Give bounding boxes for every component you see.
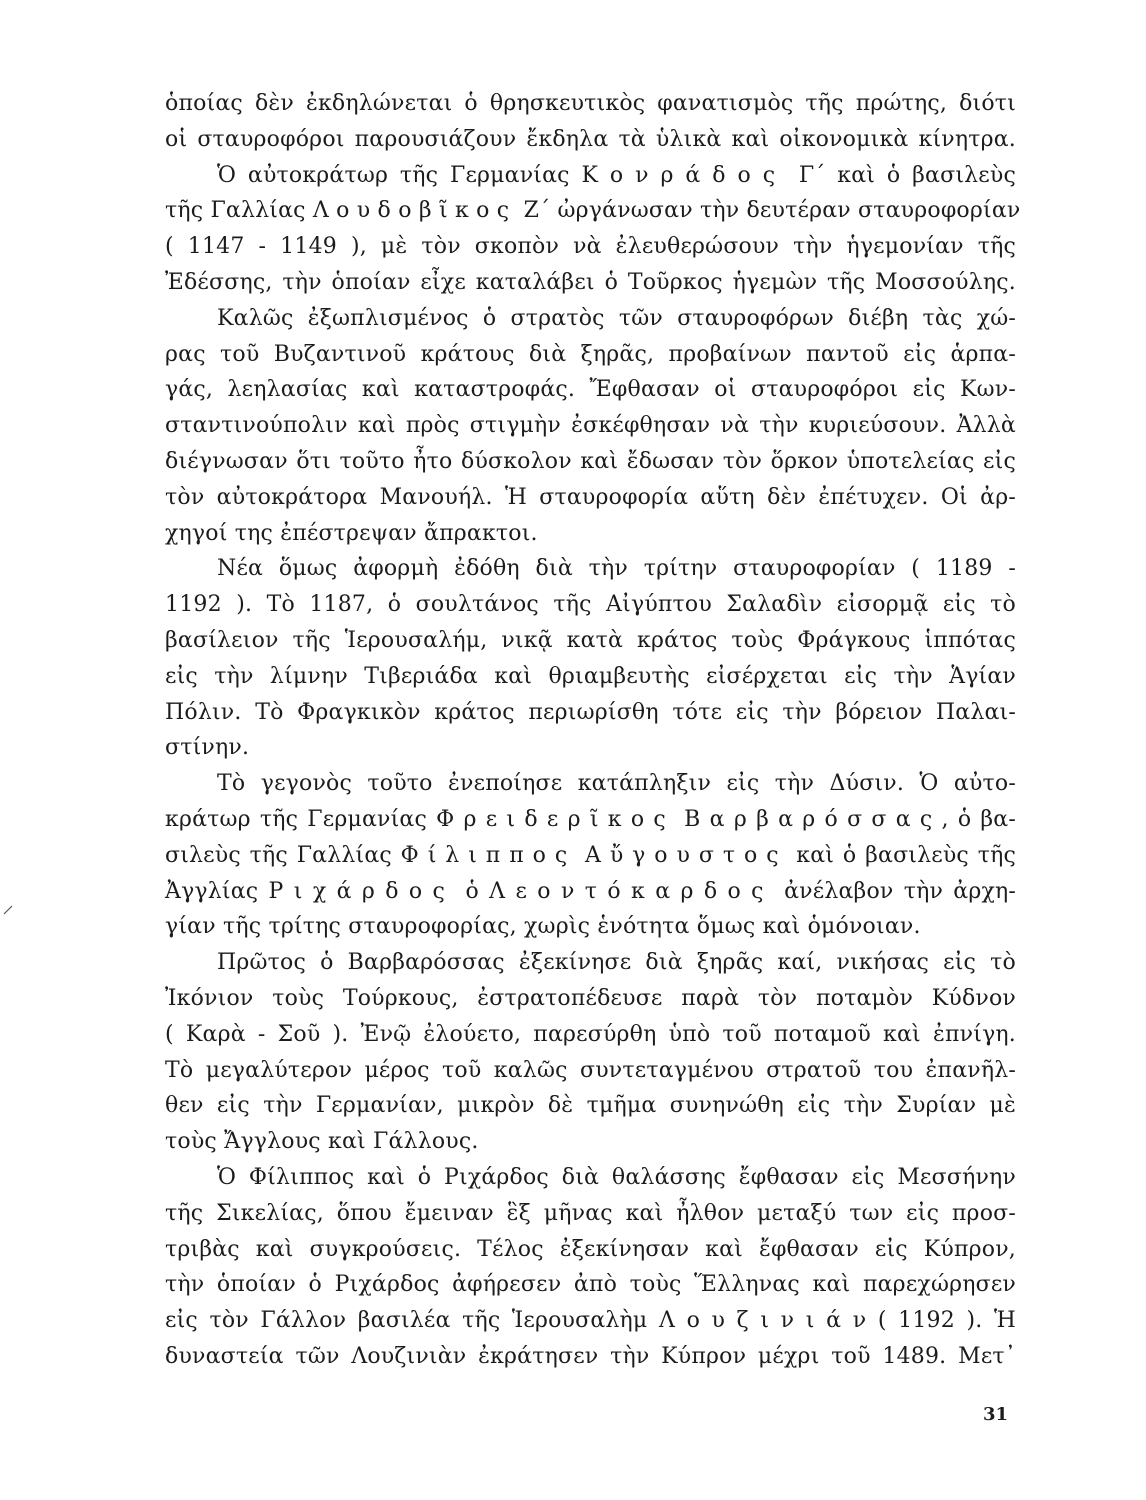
text-line-8: ρας τοῦ Βυζαντινοῦ κράτους διὰ ξηρᾶς, προβαίνων παντοῦ εἰς ἁρπα- [165,341,1016,367]
text-line-33: τριβὰς καὶ συγκρούσεις. Τέλος ἐξεκίνησαν καὶ ἔφθασαν εἰς Κύπρον, [165,1236,1016,1262]
text-line-16: βασίλειον τῆς Ἱερουσαλήμ, νικᾷ κατὰ κράτος τοὺς Φράγκους ἱππότας [165,627,1016,653]
text-line-29: θεν εἰς τὴν Γερμανίαν, μικρὸν δὲ τμῆμα συνηνώθη εἰς τὴν Συρίαν μὲ [165,1093,1016,1119]
text-line-34: τὴν ὁποίαν ὁ Ριχάρδος ἀφήρεσεν ἀπὸ τοὺς Ἕλληνας καὶ παρεχώρησεν [165,1272,1016,1298]
text-line-18: Πόλιν. Τὸ Φραγκικὸν κράτος περιωρίσθη τότε εἰς τὴν βόρειον Παλαι- [165,699,1016,725]
page-number: 31 [983,1404,1009,1425]
text-line-2: οἱ σταυροφόροι παρουσιάζουν ἔκδηλα τὰ ὑλικὰ καὶ οἰκονομικὰ κίνητρα. [165,126,1016,152]
text-line-9: γάς, λεηλασίας καὶ καταστροφάς. Ἔφθασαν οἱ σταυροφόροι εἰς Κων- [165,377,1016,403]
text-line-11: διέγνωσαν ὅτι τοῦτο ἦτο δύσκολον καὶ ἔδωσαν τὸν ὅρκον ὑποτελείας εἰς [165,448,1016,474]
text-line-5: ( 1147 - 1149 ), μὲ τὸν σκοπὸν νὰ ἐλευθερώσουν τὴν ἡγεμονίαν τῆς [165,234,1016,260]
text-line-19: στίνην. [165,735,250,761]
text-line-21: κράτωρ τῆς Γερμανίας Φ ρ ε ι δ ε ρ ῖ κ ο ς Β α ρ β α ρ ό σ σ α ς , ὁ βα- [165,806,1016,832]
text-line-7: Καλῶς ἐξωπλισμένος ὁ στρατὸς τῶν σταυροφόρων διέβη τὰς χώ- [217,305,1016,331]
text-line-23: Ἀγγλίας Ρ ι χ ά ρ δ ο ς ὁ Λ ε ο ν τ ό κ α ρ δ ο ς ἀνέλαβον τὴν ἀρχη- [165,878,1016,904]
text-line-36: δυναστεία τῶν Λουζινιὰν ἐκράτησεν τὴν Κύπρον μέχρι τοῦ 1489. Μετ᾽ [165,1343,1016,1369]
text-line-15: 1192 ). Τὸ 1187, ὁ σουλτάνος τῆς Αἰγύπτου Σαλαδὶν εἰσορμᾷ εἰς τὸ [165,592,1016,618]
text-line-12: τὸν αὐτοκράτορα Μανουήλ. Ἡ σταυροφορία αὕτη δὲν ἐπέτυχεν. Οἱ ἀρ- [165,484,1016,510]
text-line-6: Ἐδέσσης, τὴν ὁποίαν εἶχε καταλάβει ὁ Τοῦρκος ἡγεμὼν τῆς Μοσσούλης. [165,269,1016,295]
text-line-4: τῆς Γαλλίας Λ ο υ δ ο β ῖ κ ο ς Ζ΄ ὠργάνωσαν τὴν δευτέραν σταυροφορίαν [165,198,1021,224]
text-line-26: Ἰκόνιον τοὺς Τούρκους, ἐστρατοπέδευσε παρὰ τὸν ποταμὸν Κύδνον [165,985,1016,1011]
text-line-30: τοὺς Ἄγγλους καὶ Γάλλους. [165,1129,479,1155]
text-line-35: εἰς τὸν Γάλλον βασιλέα τῆς Ἱερουσαλὴμ Λ ο υ ζ ι ν ι ά ν ( 1192 ). Ἡ [165,1308,1016,1334]
text-line-13: χηγοί της ἐπέστρεψαν ἄπρακτοι. [165,520,538,546]
text-line-1: ὁποίας δὲν ἐκδηλώνεται ὁ θρησκευτικὸς φανατισμὸς τῆς πρώτης, διότι [165,91,1016,116]
margin-tick-mark [3,905,13,915]
text-line-10: σταντινούπολιν καὶ πρὸς στιγμὴν ἐσκέφθησαν νὰ τὴν κυριεύσουν. Ἀλλὰ [165,413,1016,439]
text-line-17: εἰς τὴν λίμνην Τιβεριάδα καὶ θριαμβευτὴς εἰσέρχεται εἰς τὴν Ἁγίαν [165,663,1016,689]
text-line-20: Τὸ γεγονὸς τοῦτο ἐνεποίησε κατάπληξιν εἰς τὴν Δύσιν. Ὁ αὐτο- [217,771,1016,797]
text-line-28: Τὸ μεγαλύτερον μέρος τοῦ καλῶς συντεταγμένου στρατοῦ του ἐπανῆλ- [165,1057,1016,1083]
text-line-22: σιλεὺς τῆς Γαλλίας Φ ί λ ι π π ο ς Α ὔ γ ο υ σ τ ο ς καὶ ὁ βασιλεὺς τῆς [165,842,1016,868]
text-line-3: Ὁ αὐτοκράτωρ τῆς Γερμανίας Κ ο ν ρ ά δ ο ς Γ΄ καὶ ὁ βασιλεὺς [217,162,1016,188]
text-line-25: Πρῶτος ὁ Βαρβαρόσσας ἐξεκίνησε διὰ ξηρᾶς καί, νικήσας εἰς τὸ [217,950,1016,976]
text-line-27: ( Καρὰ - Σοῦ ). Ἐνῷ ἐλούετο, παρεσύρθη ὑπὸ τοῦ ποταμοῦ καὶ ἐπνίγη. [165,1021,1016,1047]
text-line-31: Ὁ Φίλιππος καὶ ὁ Ριχάρδος διὰ θαλάσσης ἔφθασαν εἰς Μεσσήνην [217,1164,1016,1190]
text-line-24: γίαν τῆς τρίτης σταυροφορίας, χωρὶς ἑνότητα ὅμως καὶ ὁμόνοιαν. [165,914,921,940]
text-line-32: τῆς Σικελίας, ὅπου ἔμειναν ἓξ μῆνας καὶ ἦλθον μεταξύ των εἰς προσ- [165,1200,1016,1226]
text-line-14: Νέα ὅμως ἀφορμὴ ἐδόθη διὰ τὴν τρίτην σταυροφορίαν ( 1189 - [217,556,1016,582]
book-page-body [165,86,1021,1375]
